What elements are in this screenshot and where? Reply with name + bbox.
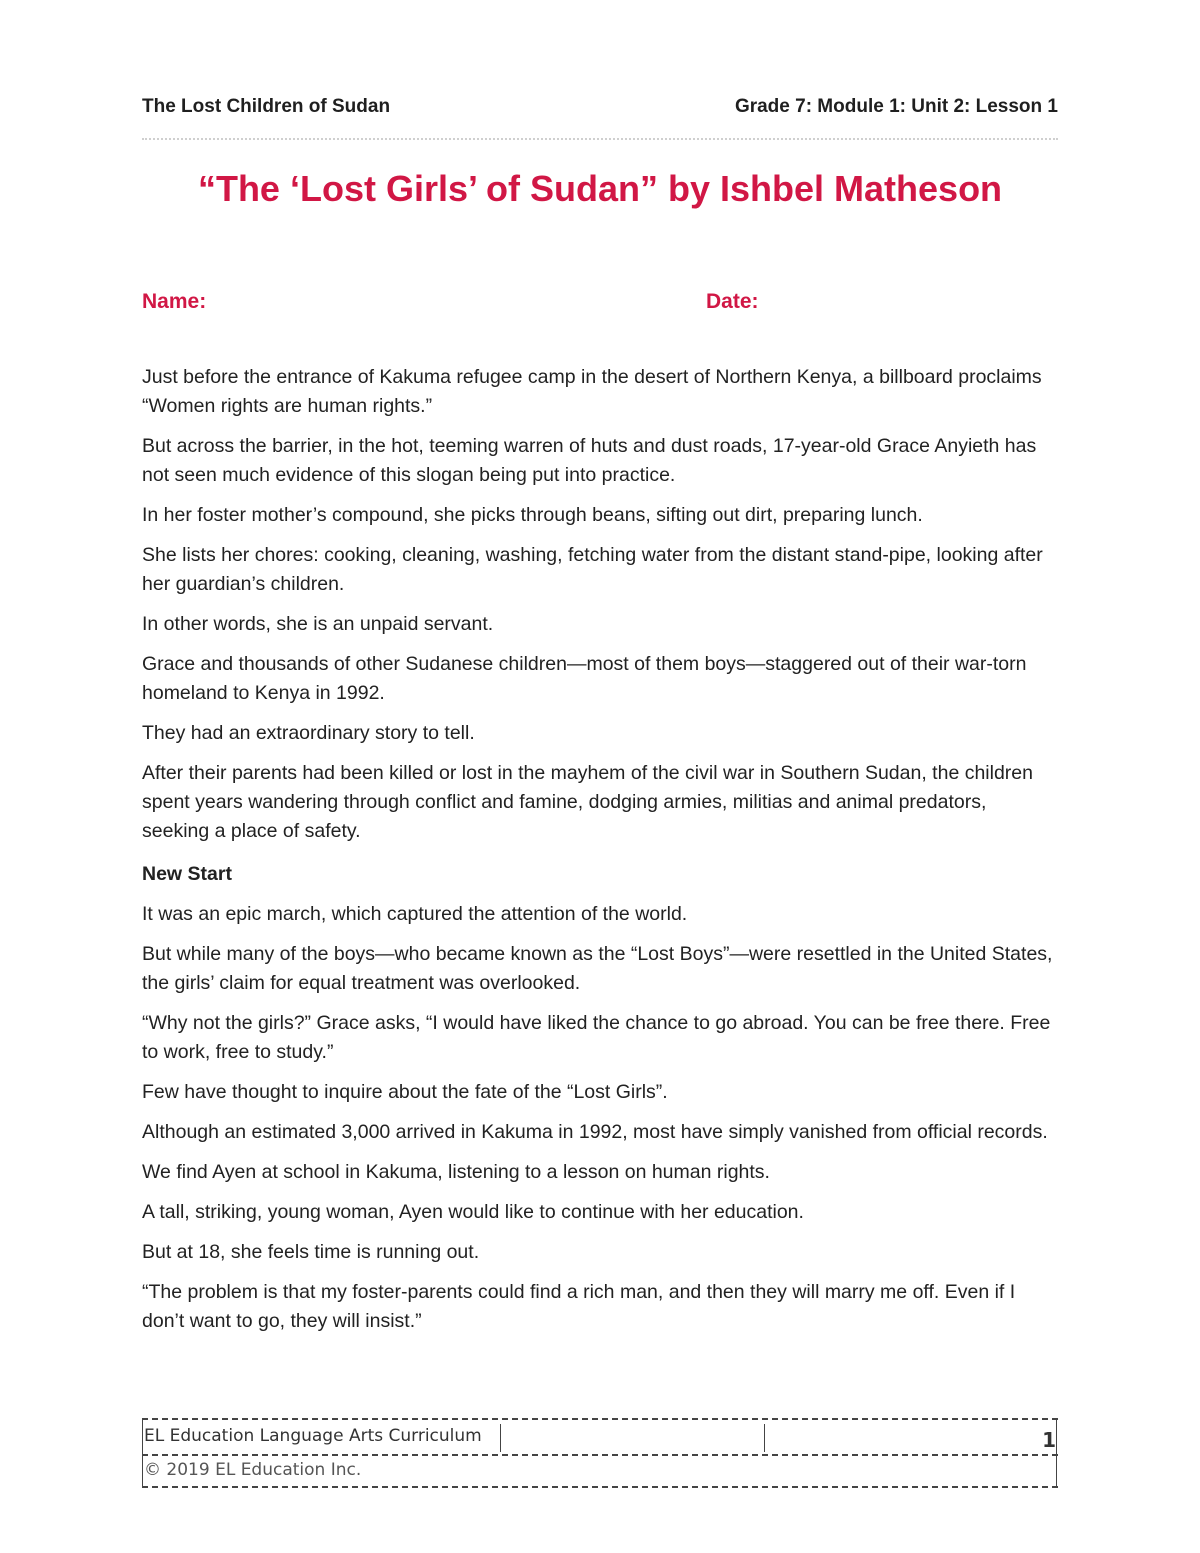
paragraph: “Why not the girls?” Grace asks, “I would have liked the chance to go abroad. You can be free there. Free to work, free to study.” <box>142 1012 1051 1063</box>
article-body <box>142 363 1058 1347</box>
paragraph: Grace and thousands of other Sudanese children—most of them boys—staggered out of their war-torn homeland to Kenya in 1992. <box>142 653 1027 704</box>
section-heading: New Start <box>142 863 232 885</box>
paragraph: But at 18, she feels time is running out. <box>142 1241 480 1263</box>
footer-row-top <box>142 1418 1058 1456</box>
footer-divider <box>764 1424 765 1452</box>
paragraph: In other words, she is an unpaid servant. <box>142 613 494 635</box>
footer-row-bottom <box>142 1452 1058 1488</box>
paragraph: In her foster mother’s compound, she picks through beans, sifting out dirt, preparing lunch. <box>142 504 923 526</box>
paragraph: But while many of the boys—who became known as the “Lost Boys”—were resettled in the United States, the girls’ claim for equal treatment was overlooked. <box>142 943 1053 994</box>
paragraph: They had an extraordinary story to tell. <box>142 722 475 744</box>
header-lesson-label: Grade 7: Module 1: Unit 2: Lesson 1 <box>734 96 1058 117</box>
paragraph: We find Ayen at school in Kakuma, listening to a lesson on human rights. <box>142 1161 770 1183</box>
header-module-title: The Lost Children of Sudan <box>142 96 391 117</box>
paragraph: It was an epic march, which captured the attention of the world. <box>142 903 688 925</box>
footer-curriculum: EL Education Language Arts Curriculum <box>144 1426 482 1446</box>
header-divider <box>142 138 1058 140</box>
name-label: Name: <box>142 290 207 313</box>
footer-border-right <box>1056 1418 1057 1488</box>
footer-copyright: © 2019 EL Education Inc. <box>144 1460 362 1480</box>
paragraph: A tall, striking, young woman, Ayen would like to continue with her education. <box>142 1201 804 1223</box>
paragraph: Few have thought to inquire about the fate of the “Lost Girls”. <box>142 1081 668 1103</box>
page-number: 1 <box>1042 1428 1056 1452</box>
document-title: “The ‘Lost Girls’ of Sudan” by Ishbel Matheson <box>197 168 1003 209</box>
page-footer <box>142 1418 1058 1486</box>
paragraph: “The problem is that my foster-parents could find a rich man, and then they will marry me off. Even if I don’t want to go, they will insist.” <box>142 1281 1016 1332</box>
footer-border-left <box>142 1418 143 1488</box>
paragraph: Although an estimated 3,000 arrived in Kakuma in 1992, most have simply vanished from official records. <box>142 1121 1048 1143</box>
date-label: Date: <box>706 290 759 313</box>
paragraph: She lists her chores: cooking, cleaning, washing, fetching water from the distant stand-pipe, looking after her guardian’s children. <box>142 544 1043 595</box>
paragraph: Just before the entrance of Kakuma refugee camp in the desert of Northern Kenya, a billboard proclaims “Women rights are human rights.” <box>142 366 1042 417</box>
footer-divider <box>500 1424 501 1452</box>
page-header <box>142 96 1058 124</box>
paragraph: After their parents had been killed or lost in the mayhem of the civil war in Southern Sudan, the children spent years wandering through conflict and famine, dodging armies, militias and animal predators, seeking a place of safety. <box>142 762 1033 842</box>
paragraph: But across the barrier, in the hot, teeming warren of huts and dust roads, 17-year-old Grace Anyieth has not seen much evidence of this slogan being put into practice. <box>142 435 1037 486</box>
